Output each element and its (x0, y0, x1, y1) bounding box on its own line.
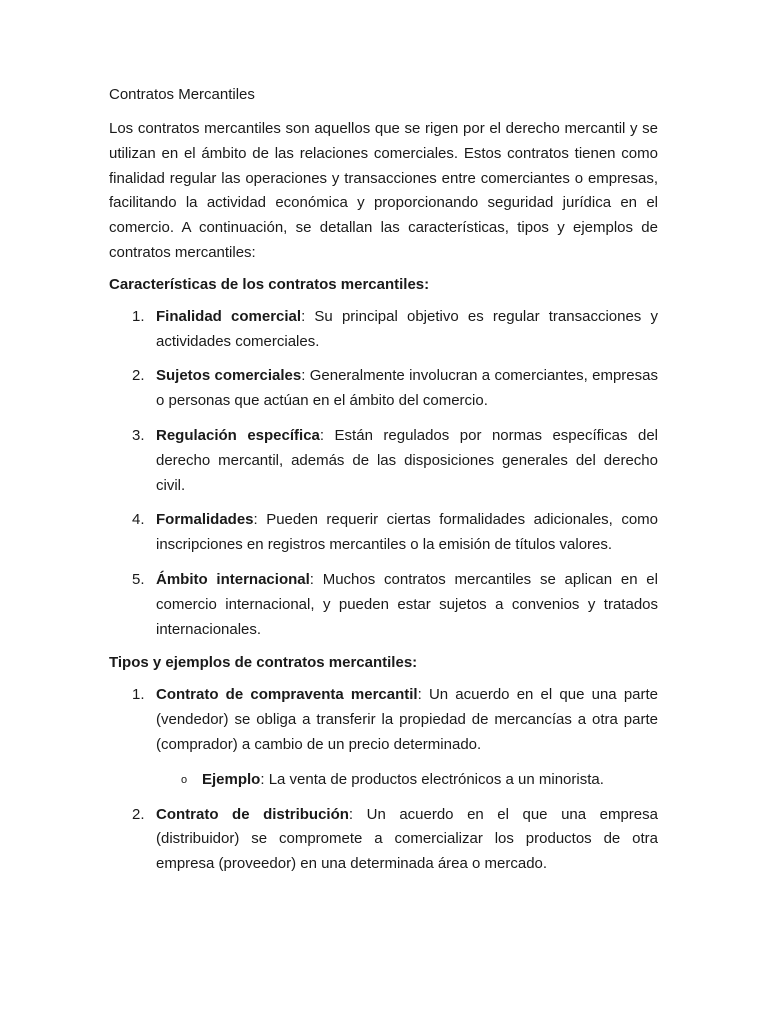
item-number: 2. (132, 805, 145, 823)
item-term: Contrato de compraventa mercantil (156, 686, 418, 704)
item-term: Regulación específica (156, 426, 320, 444)
item-number: 3. (132, 426, 145, 444)
list-item (109, 424, 658, 498)
document-content (109, 84, 658, 887)
tipos-list (109, 683, 658, 877)
section-heading-tipos: Tipos y ejemplos de contratos mercantiles: (109, 654, 418, 672)
document-title: Contratos Mercantiles (109, 86, 255, 103)
caracteristicas-list (109, 305, 658, 643)
item-text: : Muchos contratos mercantiles se aplican en el comercio internacional, y pueden estar sujetos a convenios y tratados internacionales. (156, 570, 658, 638)
item-number: 4. (132, 511, 145, 529)
circle-bullet-icon: o (181, 773, 188, 786)
item-text: : Están regulados por normas específicas del derecho mercantil, además de las disposiciones generales del derecho civil. (156, 426, 658, 494)
item-text: : Generalmente involucran a comerciantes, empresas o personas que actúan en el ámbito del comercio. (156, 367, 658, 410)
item-text: : Un acuerdo en el que una parte (vendedor) se obliga a transferir la propiedad de mercancías a otra parte (comprador) a cambio de un precio determinado. (156, 686, 659, 753)
list-item (109, 683, 658, 757)
section-heading-caracteristicas: Características de los contratos mercantiles: (109, 275, 430, 293)
item-text: : Un acuerdo en el que una empresa (distribuidor) se compromete a comercializar los productos de otra empresa (proveedor) en una determinada área o mercado. (156, 805, 658, 873)
item-term: Sujetos comerciales (156, 367, 302, 385)
item-number: 1. (132, 686, 145, 704)
item-term: Ámbito internacional (156, 570, 310, 588)
list-item (109, 803, 658, 877)
item-number: 5. (132, 570, 145, 588)
example-term: Ejemplo (202, 770, 261, 788)
example-item (109, 768, 658, 793)
item-term: Finalidad comercial (156, 307, 302, 325)
list-item (109, 364, 658, 414)
example-text: : La venta de productos electrónicos a un minorista. (260, 770, 604, 788)
item-text: : Pueden requerir ciertas formalidades adicionales, como inscripciones en registros mercantiles o la emisión de títulos valores. (156, 511, 658, 554)
list-item (109, 568, 658, 642)
item-number: 1. (132, 307, 145, 325)
intro-paragraph: Los contratos mercantiles son aquellos que se rigen por el derecho mercantil y se utilizan en el ámbito de las relaciones comerciales. Estos contratos tienen como finalidad regular las operaciones y transacciones entre comerciantes o empresas, facilitando la actividad económica y proporcionando seguridad jurídica en el comercio. A continuación, se detallan las características, tipos y ejemplos de contratos mercantiles: (109, 120, 658, 261)
item-term: Formalidades (156, 511, 254, 529)
list-item (109, 508, 658, 558)
item-number: 2. (132, 367, 145, 385)
list-item (109, 305, 658, 355)
item-term: Contrato de distribución (156, 805, 349, 823)
item-text: : Su principal objetivo es regular transacciones y actividades comerciales. (156, 307, 658, 350)
